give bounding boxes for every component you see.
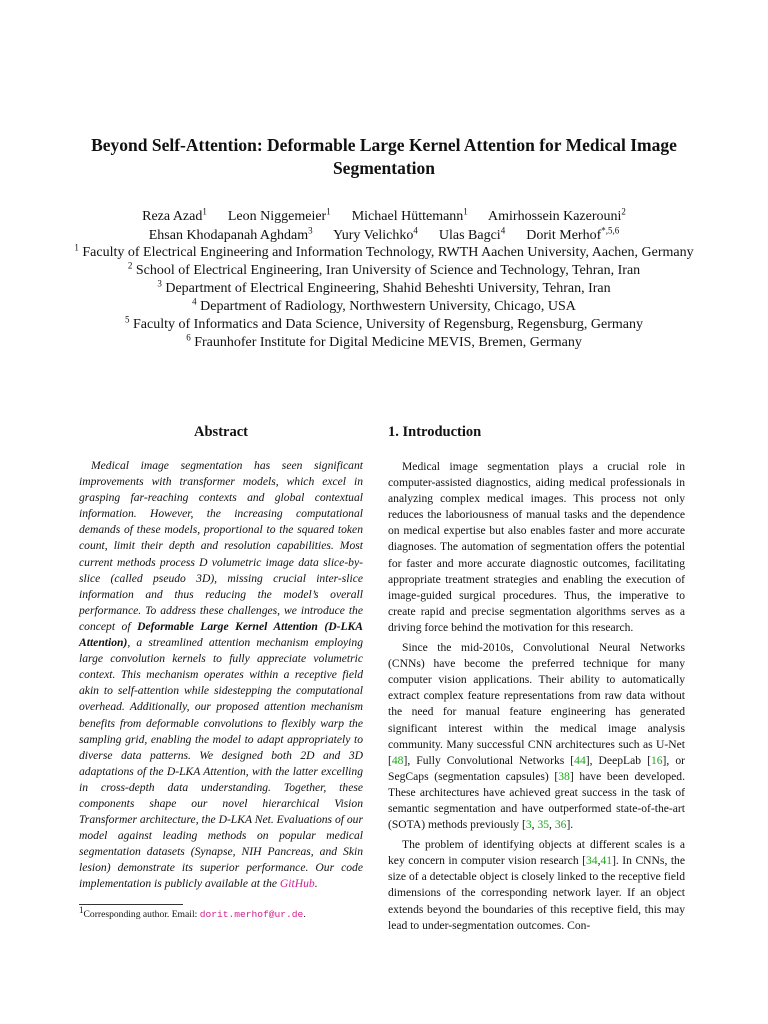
- affiliation-number: 5: [125, 314, 130, 325]
- citation-link[interactable]: 38: [558, 769, 570, 783]
- author-name: Leon Niggemeier: [227, 209, 327, 224]
- author-affiliation-mark: 4: [500, 225, 506, 236]
- affiliation-number: 1: [74, 242, 79, 253]
- citation-link[interactable]: 16: [650, 753, 663, 767]
- affiliation-text: Faculty of Informatics and Data Science, University of Regensburg, Regensburg, Germany: [133, 317, 643, 332]
- abstract-part: , a streamlined attention mechanism employing large convolution kernels to fully appreciate volumetric context. This mechanism operates within a receptive field akin to self-attention while sidestepping the computational overhead. Additionally, our proposed attention mechanism benefits from deformable convolutions to flexibly warp the sampling grid, enabling the model to adapt appropriately to diverse data patterns. We designed both 2D and 3D adaptations of the D-LKA Attention, with the latter excelling in cross-depth data understanding. Together, these components shape our novel hierarchical Vision Transformer architecture, the D-LKA Net. Evaluations of our model against leading methods on popular medical segmentation datasets (Synapse, NIH Pancreas, and Skin lesion) demonstrate its superior performance. Our code implementation is publicly available at the: [79, 636, 363, 891]
- introduction-heading: 1. Introduction: [388, 424, 482, 440]
- affiliation-number: 6: [186, 332, 191, 343]
- citation-link[interactable]: 3: [525, 818, 532, 832]
- footnote-rule: [79, 904, 183, 905]
- author-affiliation-mark: 1: [463, 206, 468, 217]
- affiliation-number: 3: [157, 278, 162, 289]
- affiliation-text: Faculty of Electrical Engineering and Information Technology, RWTH Aachen University, Aachen, Germany: [82, 245, 694, 260]
- right-column: [388, 424, 685, 934]
- github-link[interactable]: GitHub: [279, 877, 315, 891]
- author-name: Ehsan Khodapanah Aghdam: [148, 228, 309, 243]
- email-link[interactable]: dorit.merhof@ur.de: [199, 909, 304, 920]
- abstract-text: [79, 458, 363, 893]
- footnote-end: .: [303, 909, 306, 920]
- author-name: Michael Hüttemann: [351, 209, 464, 224]
- paragraph-text: ], Fully Convolutional Networks [: [403, 753, 575, 767]
- paragraph-text: ] have been developed. These architectures have achieved great success in the task of semantic segmentation and have outperformed state-of-the-art (SOTA) methods previously [: [388, 769, 686, 832]
- paper-title: Beyond Self-Attention: Deformable Large Kernel Attention for Medical Image Segmentation: [91, 135, 677, 178]
- affiliation: [70, 262, 698, 280]
- paragraph-text: ]. In CNNs, the size of a detectable object is closely linked to the receptive field dimensions of the corresponding network layer. If an object extends beyond the boundaries of this receptive field, this may lead to under-segmentation outcomes. Con-: [388, 854, 685, 932]
- affiliation-text: Department of Electrical Engineering, Shahid Beheshti University, Tehran, Iran: [165, 281, 611, 296]
- abstract-highlight: Deformable Large Kernel Attention (D-LKA Attention): [79, 619, 363, 650]
- paragraph-text: ].: [566, 818, 574, 832]
- citation-link[interactable]: 44: [574, 753, 586, 767]
- author-list: [60, 207, 708, 245]
- intro-paragraph-1: Medical image segmentation plays a crucial role in computer-assisted diagnostics, aiding medical professionals in analyzing complex medical images. This process not only reduces the laboriousness of manual tasks and the dependence on medical expertise but also enables faster and more accurate diagnoses. The automation of segmentation offers the potential for faster and more accurate diagnostic outcomes, facilitating appropriate treatment strategies and enabling the execution of image-guided surgical procedures. Thus, the imperative to create rapid and precise segmentation algorithms serves as a driving force behind the motivation for this research.: [388, 460, 685, 634]
- citation-separator: ,: [549, 818, 555, 832]
- paragraph-text: ], or SegCaps (segmentation capsules) [: [388, 753, 685, 783]
- abstract-heading: Abstract: [194, 424, 248, 440]
- affiliation-list: [70, 244, 698, 352]
- author-affiliation-mark: 3: [308, 225, 313, 236]
- paragraph-text: The problem of identifying objects at different scales is a key concern in computer vision research [: [388, 838, 685, 868]
- affiliation: [70, 280, 698, 298]
- citation-link[interactable]: 36: [554, 818, 567, 832]
- paragraph-text: Since the mid-2010s, Convolutional Neural Networks (CNNs) have become the preferred technique for many computer vision applications. Their ability to automatically extract complex feature representations from raw data without the need for manual feature engineering has generated significant interest within the medical image analysis community. Many successful CNN architectures such as U-Net [: [388, 641, 685, 767]
- abstract-part: Medical image segmentation has seen significant improvements with transformer models, which excel in grasping far-reaching contexts and global contextual information. However, the increasing computational demands of these models, proportional to the squared token count, limit their depth and resolution capabilities. Most current methods process D volumetric image data slice-by-slice (called pseudo 3D), missing crucial inter-slice information and thus reducing the model’s overall performance. To address these challenges, we introduce the concept of: [79, 459, 363, 633]
- intro-paragraph-2: [388, 640, 685, 833]
- author-name: Amirhossein Kazerouni: [488, 209, 622, 224]
- citation-separator: ,: [531, 818, 538, 832]
- author-name: Dorit Merhof: [526, 228, 602, 243]
- author-affiliation-mark: 4: [413, 225, 418, 236]
- author-name: Ulas Bagci: [438, 228, 501, 243]
- citation-link[interactable]: 34: [585, 854, 598, 868]
- affiliation: [70, 244, 698, 262]
- author-affiliation-mark: 1: [326, 206, 331, 217]
- affiliation-text: School of Electrical Engineering, Iran University of Science and Technology, Tehran, Iran: [135, 263, 641, 278]
- affiliation-text: Fraunhofer Institute for Digital Medicine MEVIS, Bremen, Germany: [194, 335, 582, 350]
- citation-link[interactable]: 41: [600, 854, 613, 868]
- author-name: Reza Azad: [142, 209, 203, 224]
- affiliation: [70, 334, 698, 352]
- intro-paragraph-3: [388, 837, 685, 934]
- author-affiliation-mark: 1: [202, 206, 207, 217]
- citation-link[interactable]: 35: [537, 818, 550, 832]
- author-affiliation-mark: 2: [621, 206, 626, 217]
- citation-separator: ,: [597, 854, 601, 868]
- paragraph-text: ], DeepLab [: [585, 753, 651, 767]
- author-affiliation-mark: *,5,6: [601, 225, 620, 236]
- affiliation: [70, 298, 698, 316]
- affiliation-number: 2: [127, 260, 133, 271]
- author-name: Yury Velichko: [333, 228, 414, 243]
- footnote: [79, 904, 306, 920]
- affiliation: [70, 316, 698, 334]
- footnote-text: Corresponding author. Email:: [83, 909, 200, 920]
- left-column: [79, 424, 363, 893]
- footnote-mark: 1: [79, 904, 84, 915]
- citation-link[interactable]: 48: [391, 753, 404, 767]
- abstract-part: .: [314, 877, 318, 891]
- affiliation-number: 4: [192, 296, 197, 307]
- affiliation-text: Department of Radiology, Northwestern University, Chicago, USA: [200, 299, 576, 314]
